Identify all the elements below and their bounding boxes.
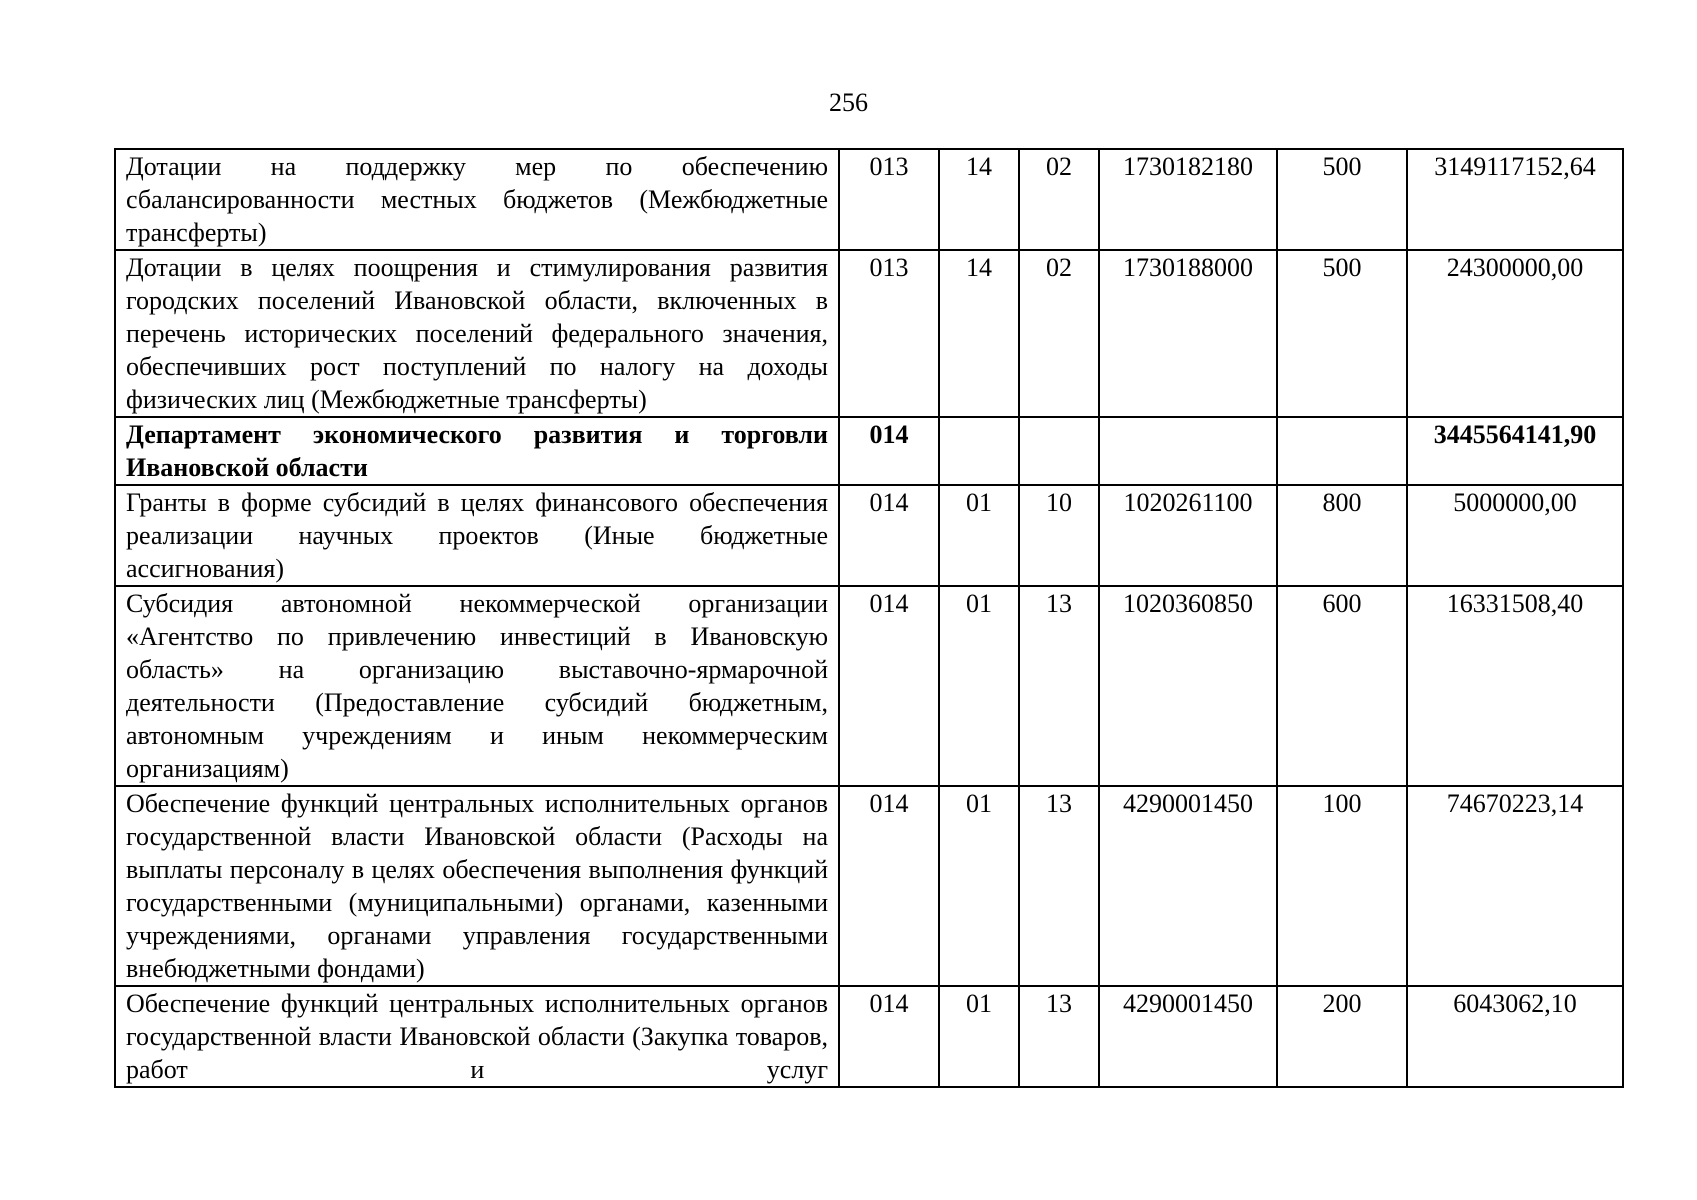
row-vr: 500	[1277, 250, 1407, 417]
row-sum: 3445564141,90	[1407, 417, 1623, 485]
row-vr	[1277, 417, 1407, 485]
row-csr: 1020360850	[1099, 586, 1277, 786]
row-sum: 3149117152,64	[1407, 149, 1623, 250]
row-sum: 16331508,40	[1407, 586, 1623, 786]
row-pr: 13	[1019, 986, 1099, 1087]
row-csr: 1020261100	[1099, 485, 1277, 586]
row-ved: 014	[839, 986, 939, 1087]
row-pr: 13	[1019, 786, 1099, 986]
row-csr	[1099, 417, 1277, 485]
row-rz: 14	[939, 250, 1019, 417]
row-ved: 014	[839, 586, 939, 786]
row-rz: 01	[939, 786, 1019, 986]
row-csr: 1730182180	[1099, 149, 1277, 250]
row-vr: 600	[1277, 586, 1407, 786]
row-rz	[939, 417, 1019, 485]
row-ved: 014	[839, 786, 939, 986]
table-row	[115, 986, 1623, 1087]
row-ved: 014	[839, 485, 939, 586]
row-sum: 5000000,00	[1407, 485, 1623, 586]
row-csr: 4290001450	[1099, 986, 1277, 1087]
row-ved: 013	[839, 149, 939, 250]
table-row	[115, 786, 1623, 986]
row-rz: 14	[939, 149, 1019, 250]
row-pr: 02	[1019, 149, 1099, 250]
row-vr: 500	[1277, 149, 1407, 250]
row-name: Гранты в форме субсидий в целях финансового обеспечения реализации научных проектов (Иные бюджетные ассигнования)	[115, 485, 839, 586]
row-name: Дотации на поддержку мер по обеспечению сбалансированности местных бюджетов (Межбюджетные трансферты)	[115, 149, 839, 250]
row-sum: 24300000,00	[1407, 250, 1623, 417]
row-name: Обеспечение функций центральных исполнительных органов государственной власти Ивановской области (Закупка товаров, работ и услуг	[115, 986, 839, 1087]
budget-table	[114, 148, 1624, 1088]
row-name: Департамент экономического развития и торговли Ивановской области	[115, 417, 839, 485]
row-sum: 6043062,10	[1407, 986, 1623, 1087]
row-pr: 13	[1019, 586, 1099, 786]
table-row	[115, 485, 1623, 586]
row-rz: 01	[939, 586, 1019, 786]
row-name: Обеспечение функций центральных исполнительных органов государственной власти Ивановской области (Расходы на выплаты персоналу в целях обеспечения выполнения функций государственными (муниципальными) органами, казенными учреждениями, органами управления государственными внебюджетными фондами)	[115, 786, 839, 986]
row-pr: 10	[1019, 485, 1099, 586]
row-ved: 013	[839, 250, 939, 417]
row-csr: 4290001450	[1099, 786, 1277, 986]
table-row-department	[115, 417, 1623, 485]
row-vr: 200	[1277, 986, 1407, 1087]
row-rz: 01	[939, 485, 1019, 586]
table-row	[115, 149, 1623, 250]
row-sum: 74670223,14	[1407, 786, 1623, 986]
row-vr: 800	[1277, 485, 1407, 586]
table-row	[115, 250, 1623, 417]
page-number: 256	[829, 88, 868, 117]
row-pr	[1019, 417, 1099, 485]
row-pr: 02	[1019, 250, 1099, 417]
row-name: Дотации в целях поощрения и стимулирования развития городских поселений Ивановской области, включенных в перечень исторических поселений федерального значения, обеспечивших рост поступлений по налогу на доходы физических лиц (Межбюджетные трансферты)	[115, 250, 839, 417]
row-rz: 01	[939, 986, 1019, 1087]
row-ved: 014	[839, 417, 939, 485]
row-csr: 1730188000	[1099, 250, 1277, 417]
table-row	[115, 586, 1623, 786]
row-vr: 100	[1277, 786, 1407, 986]
row-name: Субсидия автономной некоммерческой организации «Агентство по привлечению инвестиций в Ивановскую область» на организацию выставочно-ярмарочной деятельности (Предоставление субсидий бюджетным, автономным учреждениям и иным некоммерческим организациям)	[115, 586, 839, 786]
